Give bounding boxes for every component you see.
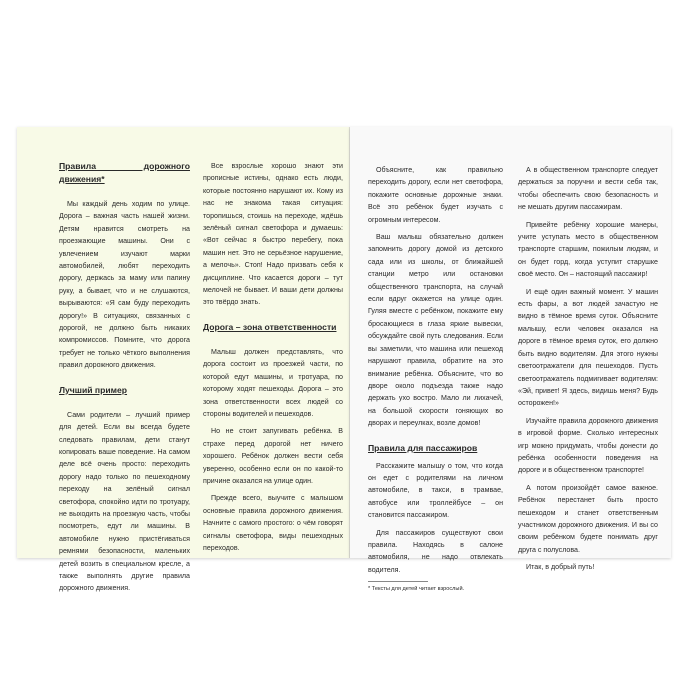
right-column-2 — [518, 164, 658, 574]
paragraph: А в общественном транспорте следует держаться за поручни и вести себя так, чтобы обеспечить свою безопасность и не мешать другим пассажирам. — [518, 166, 658, 212]
paragraph: Прежде всего, выучите с малышом основные правила дорожного движения. Начните с самого простого: о чём говорят сигналы светофора, виды пешеходных переходов. — [203, 494, 343, 552]
paragraph: Все взрослые хорошо знают эти прописные истины, однако есть люди, которые постоянно нарушают их. Кому из нас не знакома такая ситуация: торопишься, стоишь на переходе, ждёшь зелёный сигнал светофора и думаешь: «Вот сейчас я быстро перебегу, пока машин нет. Это не серьёзное нарушение, а мелочь». Стоп! Надо призвать себя к дисциплине. Что касается дороги – тут мелочей не бывает. И ваши дети должны это твёрдо знать. — [203, 162, 343, 307]
heading-traffic-rules: Правила дорожного движения* — [59, 161, 190, 184]
paragraph: Изучайте правила дорожного движения в игровой форме. Сколько интересных игр можно придумать, чтобы донести до ребёнка особенности поведения на дороге и в общественном транспорте! — [518, 416, 658, 475]
paragraph: Но не стоит запугивать ребёнка. В страхе перед дорогой нет ничего хорошего. Ребёнок должен вести себя уверенно, особенно если он по какой-то причине оказался на улице один. — [203, 427, 343, 485]
left-page — [17, 127, 350, 593]
left-column-2 — [203, 160, 343, 554]
heading-passenger-rules: Правила для пассажиров — [368, 442, 478, 453]
right-page — [350, 127, 671, 593]
right-column-1 — [368, 164, 503, 593]
paragraph: Для пассажиров существуют свои правила. Находясь в салоне автомобиля, не надо отвлекать водителя. — [368, 528, 503, 574]
heading-road-responsibility: Дорога – зона ответственности — [203, 321, 337, 332]
paragraph: И ещё один важный момент. У машин есть фары, а вот людей зачастую не видно в тёмное время суток. Объясните малышу, если человек оказался на дороге в тёмное время суток, его должно быть видно водителям. Для этого нужны светоотражатели для пешеходов. Пусть светоотражатель подмигивает водителям: «Эй, привет! Я здесь, видишь меня? Будь осторожен!» — [518, 287, 658, 408]
paragraph: Итак, в добрый путь! — [526, 563, 595, 572]
paragraph: Сами родители – лучший пример для детей. Если вы всегда будете следовать правилам, дети станут копировать ваше поведение. На самом деле всё очень просто: переходить дорогу надо только по пешеходному переходу на зелёный сигнал светофора, спокойно идти по тротуару, не выходить на проезжую часть, чтобы посмотреть, едут ли машины. В автомобиле нужно пристёгиваться ремнями безопасности, маленьких детей возить в специальном кресле, а также выполнять другие правила дорожного движения. — [59, 410, 190, 593]
paragraph: Расскажите малышу о том, что когда он едет с родителями на личном автомобиле, в такси, в трамвае, автобусе или троллейбусе – он становится пассажиром. — [368, 461, 503, 520]
paragraph: Ваш малыш обязательно должен запомнить дорогу домой из детского сада или из школы, от ближайшей станции метро или остановки общественного транспорта, на случай если вдруг окажется на улице один. Гуляя вместе с ребёнком, покажите ему бросающиеся в глаза яркие вывески, обсуждайте свой путь следования. Если вы заметили, что машина или пешеход нарушают правила, обратите на это внимание ребёнка. Объясните, что во дворе около подъезда также надо держать ухо востро. Мало ли лихачей, на большой скорости гоняющих во дворах и переулках, возле домов! — [368, 233, 503, 428]
footnote: * Тексты для детей читает взрослый. — [368, 581, 428, 593]
heading-best-example: Лучший пример — [59, 384, 128, 395]
paragraph: Малыш должен представлять, что дорога состоит из проезжей части, по которой едут машины, и тротуара, по которому ходят пешеходы. Дорога – это зона ответственности всех людей со стороны водителей и пешеходов. — [203, 347, 343, 418]
paragraph: Объясните, как правильно переходить дорогу, если нет светофора, покажите основные дорожные знаки. Всё это ребёнок будет изучать с огромным интересом. — [368, 166, 503, 224]
paragraph: А потом произойдёт самое важное. Ребёнок перестанет быть просто пешеходом и станет ответственным участником дорожного движения. И вы со своим ребёнком будете понимать друг друга с полуслова. — [518, 483, 658, 554]
paragraph: Привейте ребёнку хорошие манеры, учите уступать место в общественном транспорте старшим, пожилым людям, и он будет горд, когда уступит старушке своё место. Он – настоящий пассажир! — [518, 220, 658, 279]
paragraph: Мы каждый день ходим по улице. Дорога – важная часть нашей жизни. Детям нравится смотреть на проезжающие машины. Они с увлечением изучают марки автомобилей, любят переходить дорогу, держась за маму или папину руку, а бывает, что и не слушаются, вырываются: «Я сам буду переходить дорогу!» В ситуациях, связанных с дорогой, не должно быть никаких компромиссов. Помните, что дорога требует не только чёткого выполнения правил дорожного движения. — [59, 200, 190, 370]
left-column-1 — [59, 160, 190, 595]
